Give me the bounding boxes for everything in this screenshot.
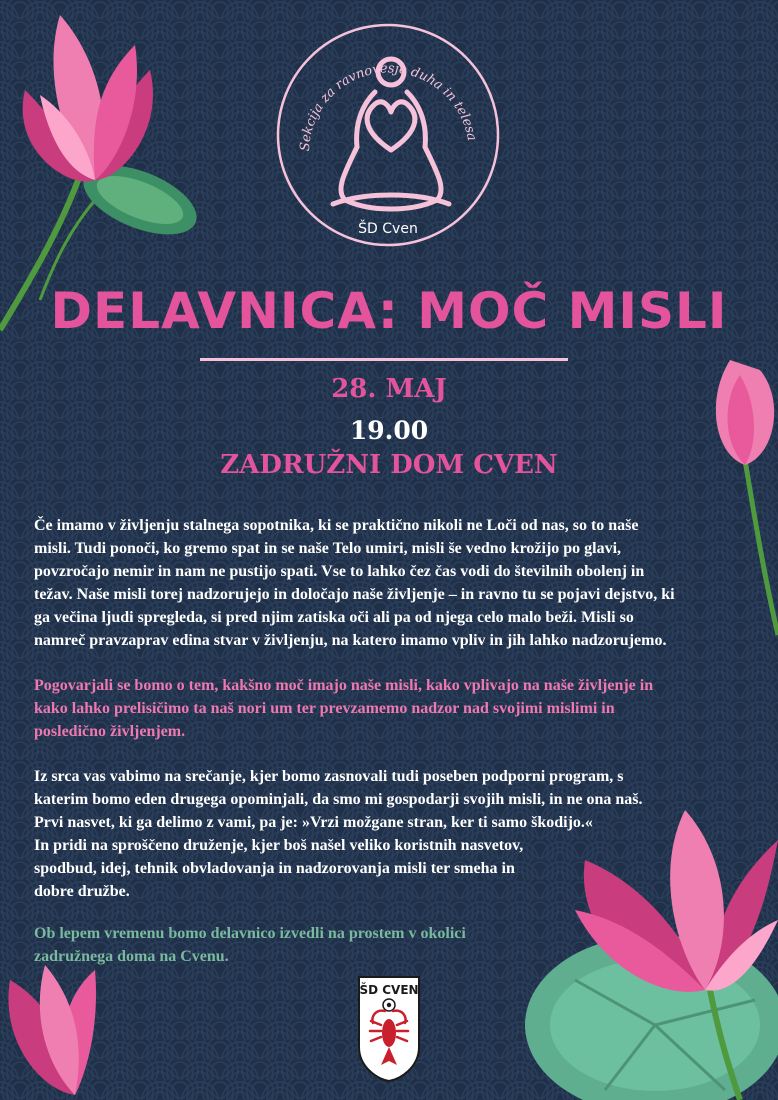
crayfish-crest-icon bbox=[357, 975, 421, 1083]
text-line: namreč pravzaprav edina stvar v življenju, na katero imamo vpliv in jih lahko nadzorujemo. bbox=[34, 632, 667, 649]
text-line: katerim bomo eden drugega opominjali, da smo mi gospodarji svojih misli, in ne ona naš. bbox=[34, 791, 643, 808]
event-date: 28. MAJ bbox=[331, 374, 447, 404]
text-line: spodbud, idej, tehnik obvladovanja in nadzorovanja misli ter smeha in bbox=[34, 860, 515, 877]
emblem-org-text: Sekcija za ravnovesje duha in telesa bbox=[297, 61, 480, 152]
intro-paragraph bbox=[34, 514, 675, 652]
text-line: povzročajo nemir in nam ne pustijo spati. Vse to lahko čez čas vodi do številnih obolenj in bbox=[34, 563, 645, 580]
event-time: 19.00 bbox=[349, 416, 429, 445]
event-venue: ZADRUŽNI DOM CVEN bbox=[220, 450, 558, 480]
text-line: Ob lepem vremenu bomo delavnico izvedli na prostem v okolici bbox=[34, 925, 466, 942]
text-line: težav. Naše misli torej nadzorujejo in določajo naše življenje – in ravno tu se pojavi dejstvo, ki bbox=[34, 586, 675, 603]
text-line: Prvi nasvet, ki ga delimo z vami, pa je: »Vrzi možgane stran, ker ti samo škodijo.« bbox=[34, 814, 593, 831]
text-line: posledično življenjem. bbox=[34, 723, 186, 740]
text-line: Če imamo v življenju stalnega sopotnika, ki se praktično nikoli ne Loči od nas, so to naše bbox=[34, 517, 639, 534]
text-line: dobre družbe. bbox=[34, 883, 130, 900]
text-line: ga večina ljudi spregleda, si pred njim zatiska oči ali pa od njega celo malo beži. Misli so bbox=[34, 609, 634, 626]
club-logo-label: ŠD CVEN bbox=[359, 983, 419, 997]
topic-paragraph bbox=[34, 674, 653, 743]
lotus-flower-icon bbox=[0, 960, 110, 1100]
yoga-section-emblem bbox=[275, 22, 501, 248]
emblem-club-name: ŠD Cven bbox=[358, 221, 418, 237]
page-title: DELAVNICA: MOČ MISLI bbox=[50, 282, 728, 340]
weather-note-paragraph bbox=[34, 922, 466, 968]
text-line: In pridi na sproščeno druženje, kjer boš našel veliko koristnih nasvetov, bbox=[34, 837, 524, 854]
text-line: zadružnega doma na Cvenu. bbox=[34, 948, 229, 965]
text-line: misli. Tudi ponoči, ko gremo spat in se naše Telo umiri, misli še vedno krožijo po glavi, bbox=[34, 540, 622, 557]
text-line: Iz srca vas vabimo na srečanje, kjer bomo zasnovali tudi poseben podporni program, s bbox=[34, 768, 624, 785]
text-line: Pogovarjali se bomo o tem, kakšno moč imajo naše misli, kako vplivajo na naše življenje in bbox=[34, 677, 654, 694]
title-divider bbox=[200, 358, 568, 361]
text-line: kako lahko prelisičimo ta naš nori um ter prevzamemo nadzor nad svojimi mislimi in bbox=[34, 700, 615, 717]
invitation-paragraph bbox=[34, 765, 643, 903]
